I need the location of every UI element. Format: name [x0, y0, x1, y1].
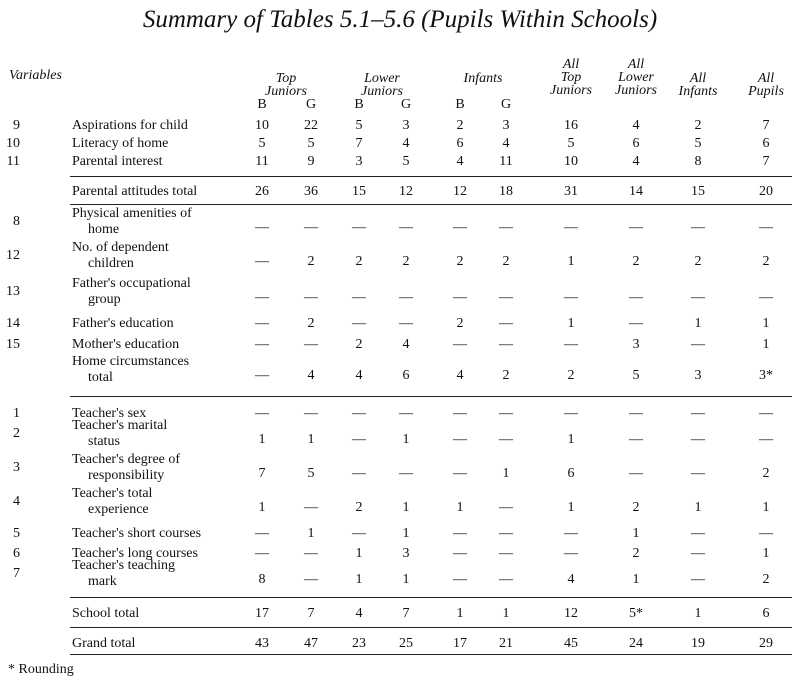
table-cell: 2: [456, 118, 464, 133]
column-group-header-line: Infants: [678, 84, 718, 99]
row-label-line: Teacher's marital: [72, 418, 168, 433]
table-cell: —: [564, 290, 578, 305]
table-cell: 4: [632, 154, 640, 169]
table-cell: 2: [307, 316, 315, 331]
row-label-line: Teacher's degree of: [72, 452, 181, 467]
row-label: [72, 486, 152, 518]
column-group-header-line: All: [757, 71, 775, 86]
table-cell: 2: [355, 500, 363, 515]
table-cell: —: [399, 406, 413, 421]
row-label: [72, 316, 174, 332]
table-cell: 8: [694, 154, 702, 169]
table-cell: —: [759, 220, 773, 235]
table-cell: 12: [564, 606, 578, 621]
row-label-line: Parental interest: [72, 154, 163, 169]
table-cell: —: [499, 546, 513, 561]
variables-header: Variables: [9, 68, 62, 83]
table-cell: —: [691, 546, 705, 561]
row-number: 10: [6, 136, 20, 151]
table-cell: 21: [499, 636, 513, 651]
table-cell: 1: [694, 606, 702, 621]
table-cell: 3: [355, 154, 363, 169]
table-cell: —: [629, 290, 643, 305]
table-cell: 6: [456, 136, 464, 151]
row-number: 14: [6, 316, 20, 331]
table-cell: 2: [694, 254, 702, 269]
table-cell: —: [759, 406, 773, 421]
boys-subheader: B: [354, 97, 364, 112]
row-label: [72, 526, 201, 542]
column-group-header: [601, 58, 671, 97]
table-cell: 6: [762, 606, 770, 621]
row-label-line: Teacher's long courses: [72, 546, 198, 561]
table-cell: 6: [402, 368, 410, 383]
table-cell: 17: [255, 606, 269, 621]
row-label-line: School total: [72, 606, 140, 621]
table-cell: —: [629, 466, 643, 481]
row-label-line: Home circumstances: [72, 354, 190, 369]
table-cell: 12: [453, 184, 467, 199]
table-cell: 6: [567, 466, 575, 481]
table-cell: —: [352, 526, 366, 541]
table-cell: 1: [567, 254, 575, 269]
row-label: [72, 136, 168, 152]
table-cell: 1: [694, 500, 702, 515]
table-cell: 7: [355, 136, 363, 151]
table-cell: —: [691, 290, 705, 305]
table-cell: —: [399, 466, 413, 481]
column-group-header: [663, 72, 733, 98]
table-cell: 1: [632, 526, 640, 541]
table-cell: —: [564, 337, 578, 352]
row-label-line: total: [88, 370, 113, 385]
table-cell: 1: [456, 500, 464, 515]
table-cell: —: [453, 290, 467, 305]
row-label-line: Father's education: [72, 316, 174, 331]
table-cell: 11: [499, 154, 513, 169]
table-cell: —: [691, 572, 705, 587]
table-cell: 2: [402, 254, 410, 269]
table-cell: —: [629, 316, 643, 331]
table-cell: —: [304, 290, 318, 305]
table-cell: 7: [307, 606, 315, 621]
table-cell: —: [304, 406, 318, 421]
table-cell: —: [499, 526, 513, 541]
footnote: * Rounding: [8, 662, 74, 677]
table-cell: —: [304, 220, 318, 235]
row-number: 12: [6, 248, 20, 263]
table-cell: —: [304, 337, 318, 352]
page-title: Summary of Tables 5.1–5.6 (Pupils Within Schools): [142, 6, 658, 33]
column-group-header-line: Lower: [364, 71, 400, 86]
table-cell: 5: [402, 154, 410, 169]
table-cell: —: [352, 220, 366, 235]
girls-subheader: G: [400, 97, 412, 112]
row-number: 15: [6, 337, 20, 352]
table-cell: 4: [502, 136, 510, 151]
table-cell: 6: [632, 136, 640, 151]
row-label-line: home: [88, 222, 120, 237]
table-cell: 4: [402, 337, 410, 352]
table-cell: —: [629, 406, 643, 421]
table-cell: —: [255, 290, 269, 305]
table-cell: 2: [456, 254, 464, 269]
table-cell: —: [691, 406, 705, 421]
table-cell: —: [352, 406, 366, 421]
table-cell: —: [629, 432, 643, 447]
table-cell: 6: [762, 136, 770, 151]
table-cell: 15: [691, 184, 705, 199]
table-cell: 2: [567, 368, 575, 383]
table-cell: —: [629, 220, 643, 235]
row-label-line: Physical amenities of: [72, 206, 192, 221]
table-cell: —: [255, 526, 269, 541]
row-label-line: Teacher's total: [72, 486, 153, 501]
table-cell: 29: [759, 636, 773, 651]
table-cell: 2: [762, 466, 770, 481]
column-group-header-line: Pupils: [748, 84, 784, 99]
column-group-header-line: Juniors: [550, 83, 592, 98]
boys-subheader: B: [257, 97, 267, 112]
table-cell: —: [304, 546, 318, 561]
column-group-header-line: Top: [560, 70, 582, 85]
row-label-line: experience: [88, 502, 149, 517]
column-group-header: [246, 72, 326, 98]
row-label: [72, 206, 192, 238]
table-cell: —: [759, 432, 773, 447]
column-group-header-line: Infants: [463, 71, 503, 86]
table-cell: 1: [567, 432, 575, 447]
table-cell: 2: [632, 500, 640, 515]
row-label-line: Literacy of home: [72, 136, 169, 151]
table-cell: 7: [402, 606, 410, 621]
table-cell: —: [255, 546, 269, 561]
table-cell: —: [759, 290, 773, 305]
horizontal-rule: [70, 597, 792, 598]
row-number: 9: [13, 118, 20, 133]
row-number: 8: [13, 214, 20, 229]
table-cell: 1: [402, 526, 410, 541]
table-cell: 4: [567, 572, 575, 587]
table-cell: 1: [762, 316, 770, 331]
table-cell: 45: [564, 636, 578, 651]
column-group-header-line: Top: [275, 71, 297, 86]
table-cell: 3*: [759, 368, 773, 383]
table-cell: 2: [632, 254, 640, 269]
column-group-header-line: Juniors: [265, 84, 307, 99]
table-cell: 1: [632, 572, 640, 587]
row-label: [72, 118, 188, 134]
table-cell: 17: [453, 636, 467, 651]
table-cell: 1: [502, 606, 510, 621]
table-cell: 2: [694, 118, 702, 133]
table-cell: —: [453, 466, 467, 481]
table-cell: 3: [694, 368, 702, 383]
table-cell: —: [352, 466, 366, 481]
table-cell: —: [499, 316, 513, 331]
table-cell: —: [304, 572, 318, 587]
column-group-header-line: Juniors: [361, 84, 403, 99]
column-group-header: [731, 72, 800, 98]
table-cell: —: [499, 406, 513, 421]
table-cell: —: [691, 220, 705, 235]
horizontal-rule: [70, 176, 792, 177]
table-cell: —: [691, 466, 705, 481]
table-cell: 36: [304, 184, 318, 199]
table-cell: 2: [762, 572, 770, 587]
table-cell: 2: [502, 254, 510, 269]
horizontal-rule: [70, 396, 792, 397]
table-cell: 5: [307, 136, 315, 151]
row-number: 1: [13, 406, 20, 421]
table-cell: 7: [762, 154, 770, 169]
table-cell: 24: [629, 636, 643, 651]
table-cell: —: [453, 546, 467, 561]
table-cell: 4: [355, 368, 363, 383]
table-cell: —: [352, 316, 366, 331]
table-cell: —: [453, 406, 467, 421]
column-group-header-line: All: [562, 57, 580, 72]
table-cell: 18: [499, 184, 513, 199]
table-cell: 2: [632, 546, 640, 561]
table-cell: 1: [355, 572, 363, 587]
table-cell: —: [399, 220, 413, 235]
table-cell: 3: [502, 118, 510, 133]
row-label-line: Grand total: [72, 636, 136, 651]
table-cell: 47: [304, 636, 318, 651]
table-cell: —: [255, 368, 269, 383]
row-label-line: Parental attitudes total: [72, 184, 198, 199]
table-cell: —: [352, 432, 366, 447]
row-label-line: responsibility: [88, 468, 165, 483]
table-cell: 1: [762, 546, 770, 561]
table-cell: 10: [564, 154, 578, 169]
table-cell: —: [691, 432, 705, 447]
table-cell: 3: [402, 546, 410, 561]
table-cell: —: [255, 316, 269, 331]
table-cell: 8: [258, 572, 266, 587]
table-cell: 5: [694, 136, 702, 151]
table-cell: 2: [456, 316, 464, 331]
table-cell: —: [255, 254, 269, 269]
table-cell: 31: [564, 184, 578, 199]
table-cell: —: [453, 432, 467, 447]
table-cell: 4: [456, 368, 464, 383]
table-cell: 2: [502, 368, 510, 383]
column-group-header-line: All: [627, 57, 645, 72]
table-cell: —: [499, 337, 513, 352]
row-label: [72, 337, 179, 353]
table-cell: 1: [762, 337, 770, 352]
table-cell: 1: [402, 432, 410, 447]
table-cell: —: [453, 526, 467, 541]
table-cell: 1: [355, 546, 363, 561]
table-cell: 2: [762, 254, 770, 269]
row-label: [72, 418, 167, 450]
table-cell: —: [499, 500, 513, 515]
table-cell: —: [453, 337, 467, 352]
table-cell: 5: [307, 466, 315, 481]
table-cell: 1: [258, 500, 266, 515]
table-cell: 4: [307, 368, 315, 383]
table-cell: —: [499, 290, 513, 305]
table-cell: —: [255, 337, 269, 352]
table-cell: 1: [258, 432, 266, 447]
table-cell: —: [499, 220, 513, 235]
table-cell: —: [691, 337, 705, 352]
table-cell: 2: [355, 337, 363, 352]
row-label: [72, 606, 139, 622]
horizontal-rule: [70, 204, 792, 205]
row-label: [72, 154, 163, 170]
row-number: 2: [13, 426, 20, 441]
table-cell: 23: [352, 636, 366, 651]
row-label-line: status: [88, 434, 120, 449]
table-cell: 15: [352, 184, 366, 199]
table-cell: 10: [255, 118, 269, 133]
row-number: 11: [6, 154, 20, 169]
table-cell: 20: [759, 184, 773, 199]
table-cell: —: [564, 220, 578, 235]
table-cell: 1: [456, 606, 464, 621]
table-cell: 22: [304, 118, 318, 133]
table-cell: 9: [307, 154, 315, 169]
table-cell: —: [399, 290, 413, 305]
column-group-header-line: All: [689, 71, 707, 86]
table-cell: 4: [402, 136, 410, 151]
girls-subheader: G: [305, 97, 317, 112]
table-cell: —: [352, 290, 366, 305]
row-label: [72, 276, 191, 308]
table-cell: —: [255, 220, 269, 235]
column-group-header-line: Lower: [618, 70, 654, 85]
row-label-line: Father's occupational: [72, 276, 191, 291]
table-cell: 43: [255, 636, 269, 651]
row-label: [72, 184, 197, 200]
table-cell: 5: [567, 136, 575, 151]
table-cell: 12: [399, 184, 413, 199]
table-cell: —: [499, 572, 513, 587]
table-cell: 3: [402, 118, 410, 133]
column-group-header: [443, 72, 523, 85]
row-number: 4: [13, 494, 20, 509]
horizontal-rule: [70, 654, 792, 655]
table-cell: 1: [762, 500, 770, 515]
table-cell: 1: [567, 500, 575, 515]
table-cell: —: [564, 546, 578, 561]
row-label-line: Teacher's teaching: [72, 558, 175, 573]
table-cell: 7: [762, 118, 770, 133]
table-cell: —: [255, 406, 269, 421]
table-cell: 5: [632, 368, 640, 383]
column-group-header-line: Juniors: [615, 83, 657, 98]
table-cell: 1: [402, 572, 410, 587]
table-cell: 19: [691, 636, 705, 651]
table-cell: —: [453, 572, 467, 587]
table-cell: 4: [456, 154, 464, 169]
row-label: [72, 452, 180, 484]
table-cell: —: [453, 220, 467, 235]
table-cell: —: [564, 406, 578, 421]
table-cell: —: [564, 526, 578, 541]
row-label-line: Teacher's short courses: [72, 526, 202, 541]
table-cell: 1: [307, 526, 315, 541]
table-cell: 26: [255, 184, 269, 199]
girls-subheader: G: [500, 97, 512, 112]
table-cell: 4: [632, 118, 640, 133]
row-label: [72, 636, 135, 652]
table-cell: 1: [307, 432, 315, 447]
row-label-line: group: [88, 292, 121, 307]
row-label: [72, 354, 189, 386]
table-cell: 11: [255, 154, 269, 169]
column-group-header: [536, 58, 606, 97]
table-cell: 2: [307, 254, 315, 269]
table-cell: 1: [567, 316, 575, 331]
row-label: [72, 240, 169, 272]
table-cell: —: [759, 526, 773, 541]
row-label-line: mark: [88, 574, 117, 589]
table-cell: 14: [629, 184, 643, 199]
table-cell: 5*: [629, 606, 643, 621]
row-number: 3: [13, 460, 20, 475]
row-number: 6: [13, 546, 20, 561]
row-label-line: children: [88, 256, 134, 271]
table-cell: 1: [694, 316, 702, 331]
row-number: 5: [13, 526, 20, 541]
table-cell: 4: [355, 606, 363, 621]
boys-subheader: B: [455, 97, 465, 112]
table-cell: —: [399, 316, 413, 331]
row-label-line: Mother's education: [72, 337, 180, 352]
table-cell: 2: [355, 254, 363, 269]
table-cell: 5: [355, 118, 363, 133]
table-cell: 25: [399, 636, 413, 651]
row-label-line: No. of dependent: [72, 240, 169, 255]
row-number: 7: [13, 566, 20, 581]
table-cell: 5: [258, 136, 266, 151]
table-cell: 16: [564, 118, 578, 133]
table-cell: —: [499, 432, 513, 447]
table-cell: —: [691, 526, 705, 541]
horizontal-rule: [70, 627, 792, 628]
row-number: 13: [6, 284, 20, 299]
column-group-header: [337, 72, 427, 98]
row-label-line: Teacher's sex: [72, 406, 147, 421]
table-cell: —: [304, 500, 318, 515]
table-cell: 1: [502, 466, 510, 481]
row-label: [72, 558, 175, 590]
table-cell: 7: [258, 466, 266, 481]
table-cell: 1: [402, 500, 410, 515]
table-cell: 3: [632, 337, 640, 352]
row-label-line: Aspirations for child: [72, 118, 188, 133]
